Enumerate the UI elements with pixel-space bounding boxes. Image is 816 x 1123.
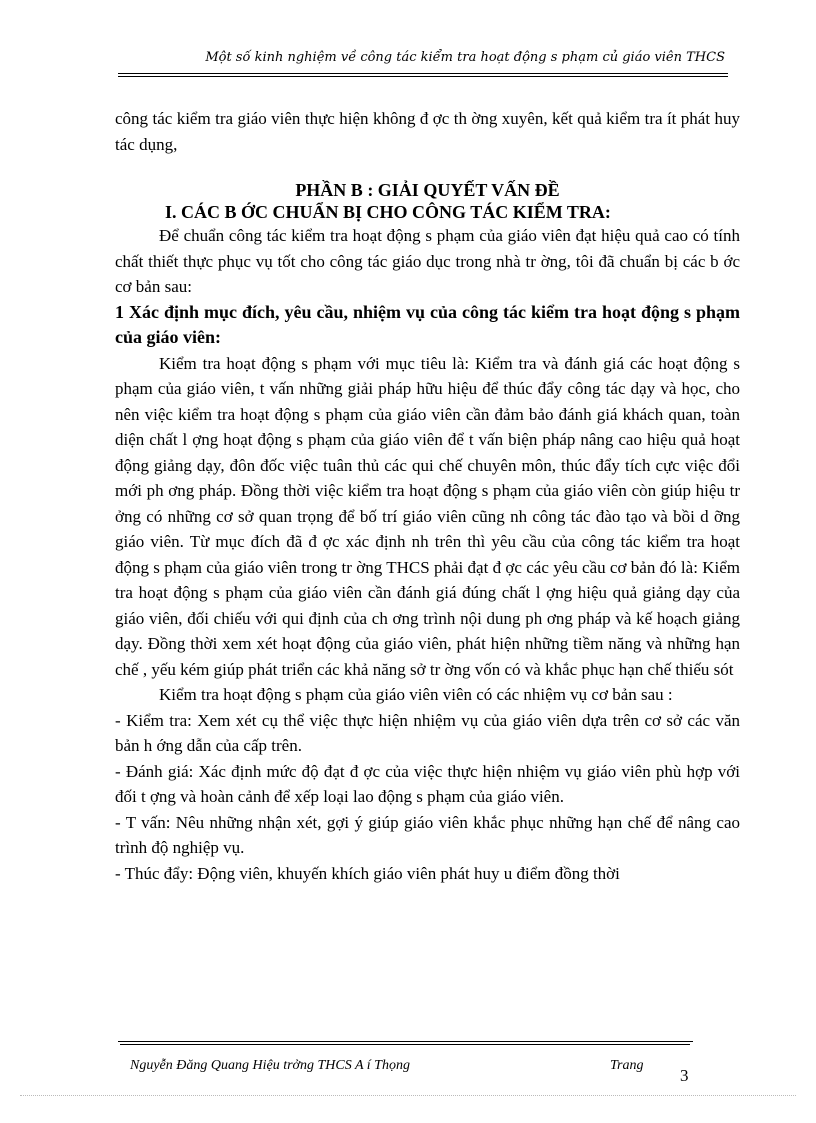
paragraph-1: Để chuẩn công tác kiểm tra hoạt động s phạm của giáo viên đạt hiệu quả cao có tính chất thiết thực phục vụ tốt cho công tác giáo dục trong nhà tr ờng, tôi đã chuẩn bị các b ớc cơ bản sau:: [115, 226, 740, 296]
paragraph-3: Kiểm tra hoạt động s phạm của giáo viên viên có các nhiệm vụ cơ bản sau :: [159, 685, 673, 704]
intro-paragraph: công tác kiểm tra giáo viên thực hiện không đ ợc th ờng xuyên, kết quả kiểm tra ít phát huy tác dụng,: [115, 109, 740, 154]
footer-author: Nguyễn Đăng Quang Hiệu trởng THCS A í Thọng: [130, 1058, 410, 1073]
page-number: 3: [680, 1066, 689, 1085]
footer-rule: [118, 1041, 693, 1042]
paragraph-2: Kiểm tra hoạt động s phạm với mục tiêu là: Kiểm tra và đánh giá các hoạt động s phạm của giáo viên, t vấn những giải pháp hữu hiệu để thúc đẩy công tác dạy và học, cho nên việc kiểm tra hoạt động s phạm của giáo viên cần đảm bảo đánh giá khách quan, toàn diện chất l ợng hoạt động s phạm của giáo viên để t vấn biện pháp nâng cao hiệu quả hoạt động giảng dạy, đôn đốc việc tuân thủ các qui chế chuyên môn, thúc đẩy tích cực việc đổi mới ph ơng pháp. Đồng thời việc kiểm tra hoạt động s phạm của giáo viên còn giúp hiệu tr ởng có những cơ sở quan trọng để bố trí giáo viên cũng nh công tác đào tạo và bồi d ỡng giáo viên. Từ mục đích đã đ ợc xác định nh trên thì yêu cầu của công tác kiểm tra hoạt động s phạm của giáo viên trong tr ờng THCS phải đạt đ ợc các yêu cầu cơ bản đó là: Kiểm tra hoạt động s phạm của giáo viên cần đánh giá đúng chất l ợng hiệu quả giảng dạy của giáo viên, đối chiếu với qui định của ch ơng trình nội dung ph ơng pháp và kế hoạch giảng dạy. Đồng thời xem xét hoạt động của giáo viên, phát hiện những tiềm năng và những hạn chế , yếu kém giúp phát triển các khả năng sở tr ờng vốn có và khắc phục hạn chế thiếu sót: [115, 353, 740, 679]
bullet-danh-gia: - Đánh giá: Xác định mức độ đạt đ ợc của việc thực hiện nhiệm vụ giáo viên phù hợp với đối t ợng và hoàn cảnh để xếp loại lao động s phạm của giáo viên.: [115, 761, 740, 806]
header-rule: [118, 73, 728, 74]
running-header: Một số kinh nghiệm về công tác kiểm tra hoạt động s phạm củ giáo viên THCS: [205, 50, 725, 65]
bullet-thuc-day: - Thúc đẩy: Động viên, khuyến khích giáo viên phát huy u điểm đồng thời: [115, 863, 620, 883]
page-bottom-dotted-line: [20, 1095, 796, 1096]
part-heading: PHẦN B : GIẢI QUYẾT VẤN ĐỀ: [295, 180, 560, 200]
subheading: 1 Xác định mục đích, yêu cầu, nhiệm vụ của công tác kiểm tra hoạt động s phạm của giáo viên:: [115, 301, 740, 347]
page-body: [115, 106, 740, 886]
footer-page-label: Trang: [610, 1058, 644, 1073]
footer-rule-second: [120, 1044, 690, 1045]
bullet-tu-van: - T vấn: Nêu những nhận xét, gợi ý giúp giáo viên khắc phục những hạn chế để nâng cao trình độ nghiệp vụ.: [115, 812, 740, 857]
header-rule-second: [118, 76, 728, 77]
bullet-kiem-tra: - Kiểm tra: Xem xét cụ thể việc thực hiện nhiệm vụ của giáo viên dựa trên cơ sở các văn bản h ớng dẫn của cấp trên.: [115, 710, 740, 755]
section-heading: I. CÁC B ỚC CHUẨN BỊ CHO CÔNG TÁC KIỂM TRA:: [165, 202, 611, 222]
